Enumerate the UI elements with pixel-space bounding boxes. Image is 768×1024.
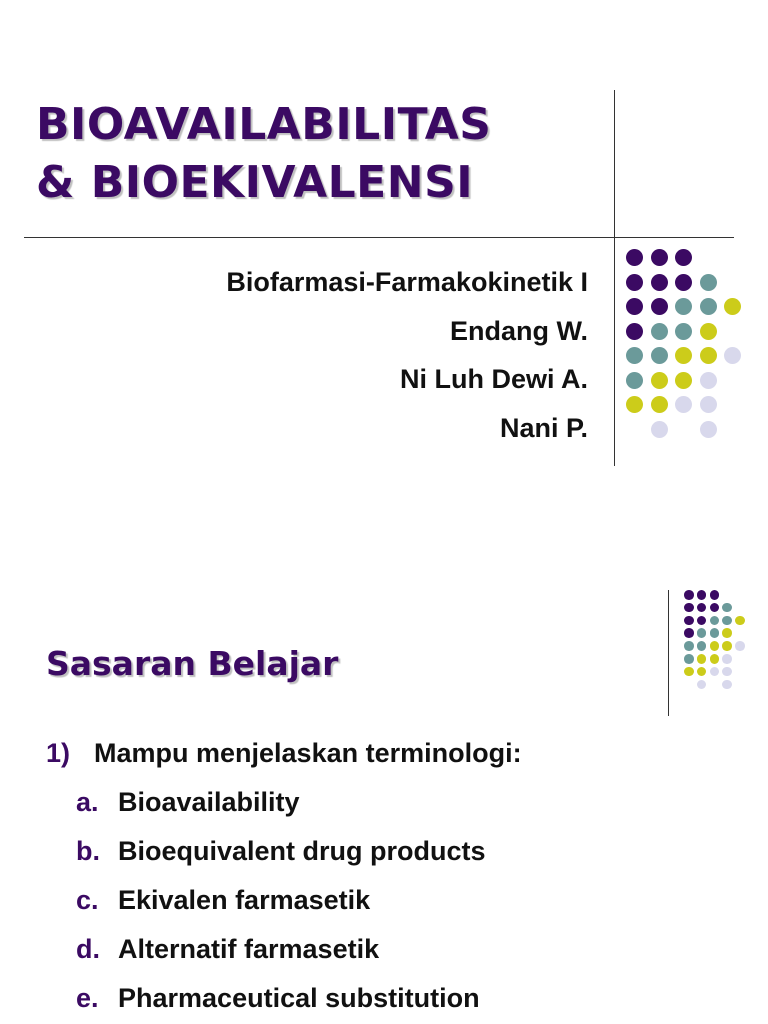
decorative-dot <box>710 654 720 664</box>
decorative-dot <box>724 298 741 315</box>
decorative-dot <box>700 347 717 364</box>
decorative-dot <box>700 274 717 291</box>
decorative-dot <box>697 616 707 626</box>
decorative-dot <box>722 616 732 626</box>
decorative-dot <box>710 616 720 626</box>
decorative-dot <box>710 603 720 613</box>
decorative-dot <box>626 372 643 389</box>
decorative-dot <box>626 274 643 291</box>
decorative-dot <box>722 603 732 613</box>
decorative-dot <box>626 396 643 413</box>
decorative-dot <box>675 298 692 315</box>
course-name: Biofarmasi-Farmakokinetik I <box>226 267 588 297</box>
terminology-item <box>76 778 522 827</box>
item-letter: a. <box>76 787 99 817</box>
decorative-dot <box>722 641 732 651</box>
decorative-dot <box>700 323 717 340</box>
slide-objectives <box>0 512 768 1024</box>
decorative-dot <box>684 628 694 638</box>
decorative-dot <box>675 274 692 291</box>
decorative-dot <box>700 421 717 438</box>
objective-text: Mampu menjelaskan terminologi: <box>94 738 522 768</box>
decorative-dot <box>697 641 707 651</box>
decorative-dot <box>651 421 668 438</box>
decorative-dot <box>675 249 692 266</box>
decorative-dot <box>684 590 694 600</box>
decorative-dot <box>651 298 668 315</box>
decorative-dot <box>651 249 668 266</box>
objectives-list <box>46 729 522 1023</box>
horizontal-divider <box>24 237 734 238</box>
decorative-dot <box>651 347 668 364</box>
decorative-dot <box>626 347 643 364</box>
slide-title-heading <box>36 96 491 212</box>
decorative-dot <box>697 603 707 613</box>
decorative-dot <box>722 628 732 638</box>
author-2: Ni Luh Dewi A. <box>400 364 588 394</box>
decorative-dot <box>700 372 717 389</box>
decorative-dot <box>626 249 643 266</box>
decorative-dot <box>710 590 720 600</box>
item-letter: e. <box>76 983 99 1013</box>
item-text: Ekivalen farmasetik <box>118 885 371 915</box>
decorative-dot <box>697 680 707 690</box>
item-text: Alternatif farmasetik <box>118 934 380 964</box>
decorative-dot <box>700 396 717 413</box>
decorative-dot <box>684 616 694 626</box>
item-letter: d. <box>76 934 100 964</box>
decorative-dot <box>710 628 720 638</box>
item-letter: b. <box>76 836 100 866</box>
item-letter: c. <box>76 885 99 915</box>
decorative-dot <box>710 667 720 677</box>
decorative-dot <box>651 323 668 340</box>
subtitle-block <box>108 258 588 452</box>
decorative-dot <box>700 298 717 315</box>
terminology-list <box>46 778 522 1023</box>
author-1: Endang W. <box>450 315 588 346</box>
item-text: Bioequivalent drug products <box>118 836 486 866</box>
terminology-item <box>76 974 522 1023</box>
decorative-dot <box>735 616 745 626</box>
decorative-dot <box>735 641 745 651</box>
decorative-dot <box>651 396 668 413</box>
title-line-1: BIOAVAILABILITAS <box>36 99 492 150</box>
decorative-dot <box>651 372 668 389</box>
decorative-dot <box>697 654 707 664</box>
decorative-dot <box>675 347 692 364</box>
decorative-dot <box>697 628 707 638</box>
decorative-dot <box>651 274 668 291</box>
objective-item <box>46 729 522 1023</box>
decorative-dot <box>626 298 643 315</box>
decorative-dot <box>697 590 707 600</box>
decorative-dot <box>697 667 707 677</box>
decorative-dot <box>675 396 692 413</box>
slide-heading: Sasaran Belajar <box>46 644 339 683</box>
decorative-dot <box>722 680 732 690</box>
decorative-dot <box>722 654 732 664</box>
vertical-divider <box>668 590 669 716</box>
decorative-dot <box>724 347 741 364</box>
terminology-item <box>76 876 522 925</box>
decorative-dot <box>684 654 694 664</box>
item-text: Pharmaceutical substitution <box>118 983 480 1013</box>
author-3: Nani P. <box>499 412 588 443</box>
vertical-divider <box>614 90 615 466</box>
decorative-dot <box>675 323 692 340</box>
decorative-dot <box>710 641 720 651</box>
decorative-dot <box>626 323 643 340</box>
item-text: Bioavailability <box>118 787 300 817</box>
objective-number: 1) <box>46 738 71 768</box>
decorative-dot <box>684 667 694 677</box>
decorative-dot <box>722 667 732 677</box>
decorative-dot <box>684 603 694 613</box>
title-line-2: & BIOEKIVALENSI <box>36 157 474 208</box>
terminology-item <box>76 925 522 974</box>
decorative-dot <box>675 372 692 389</box>
decorative-dot <box>684 641 694 651</box>
terminology-item <box>76 827 522 876</box>
